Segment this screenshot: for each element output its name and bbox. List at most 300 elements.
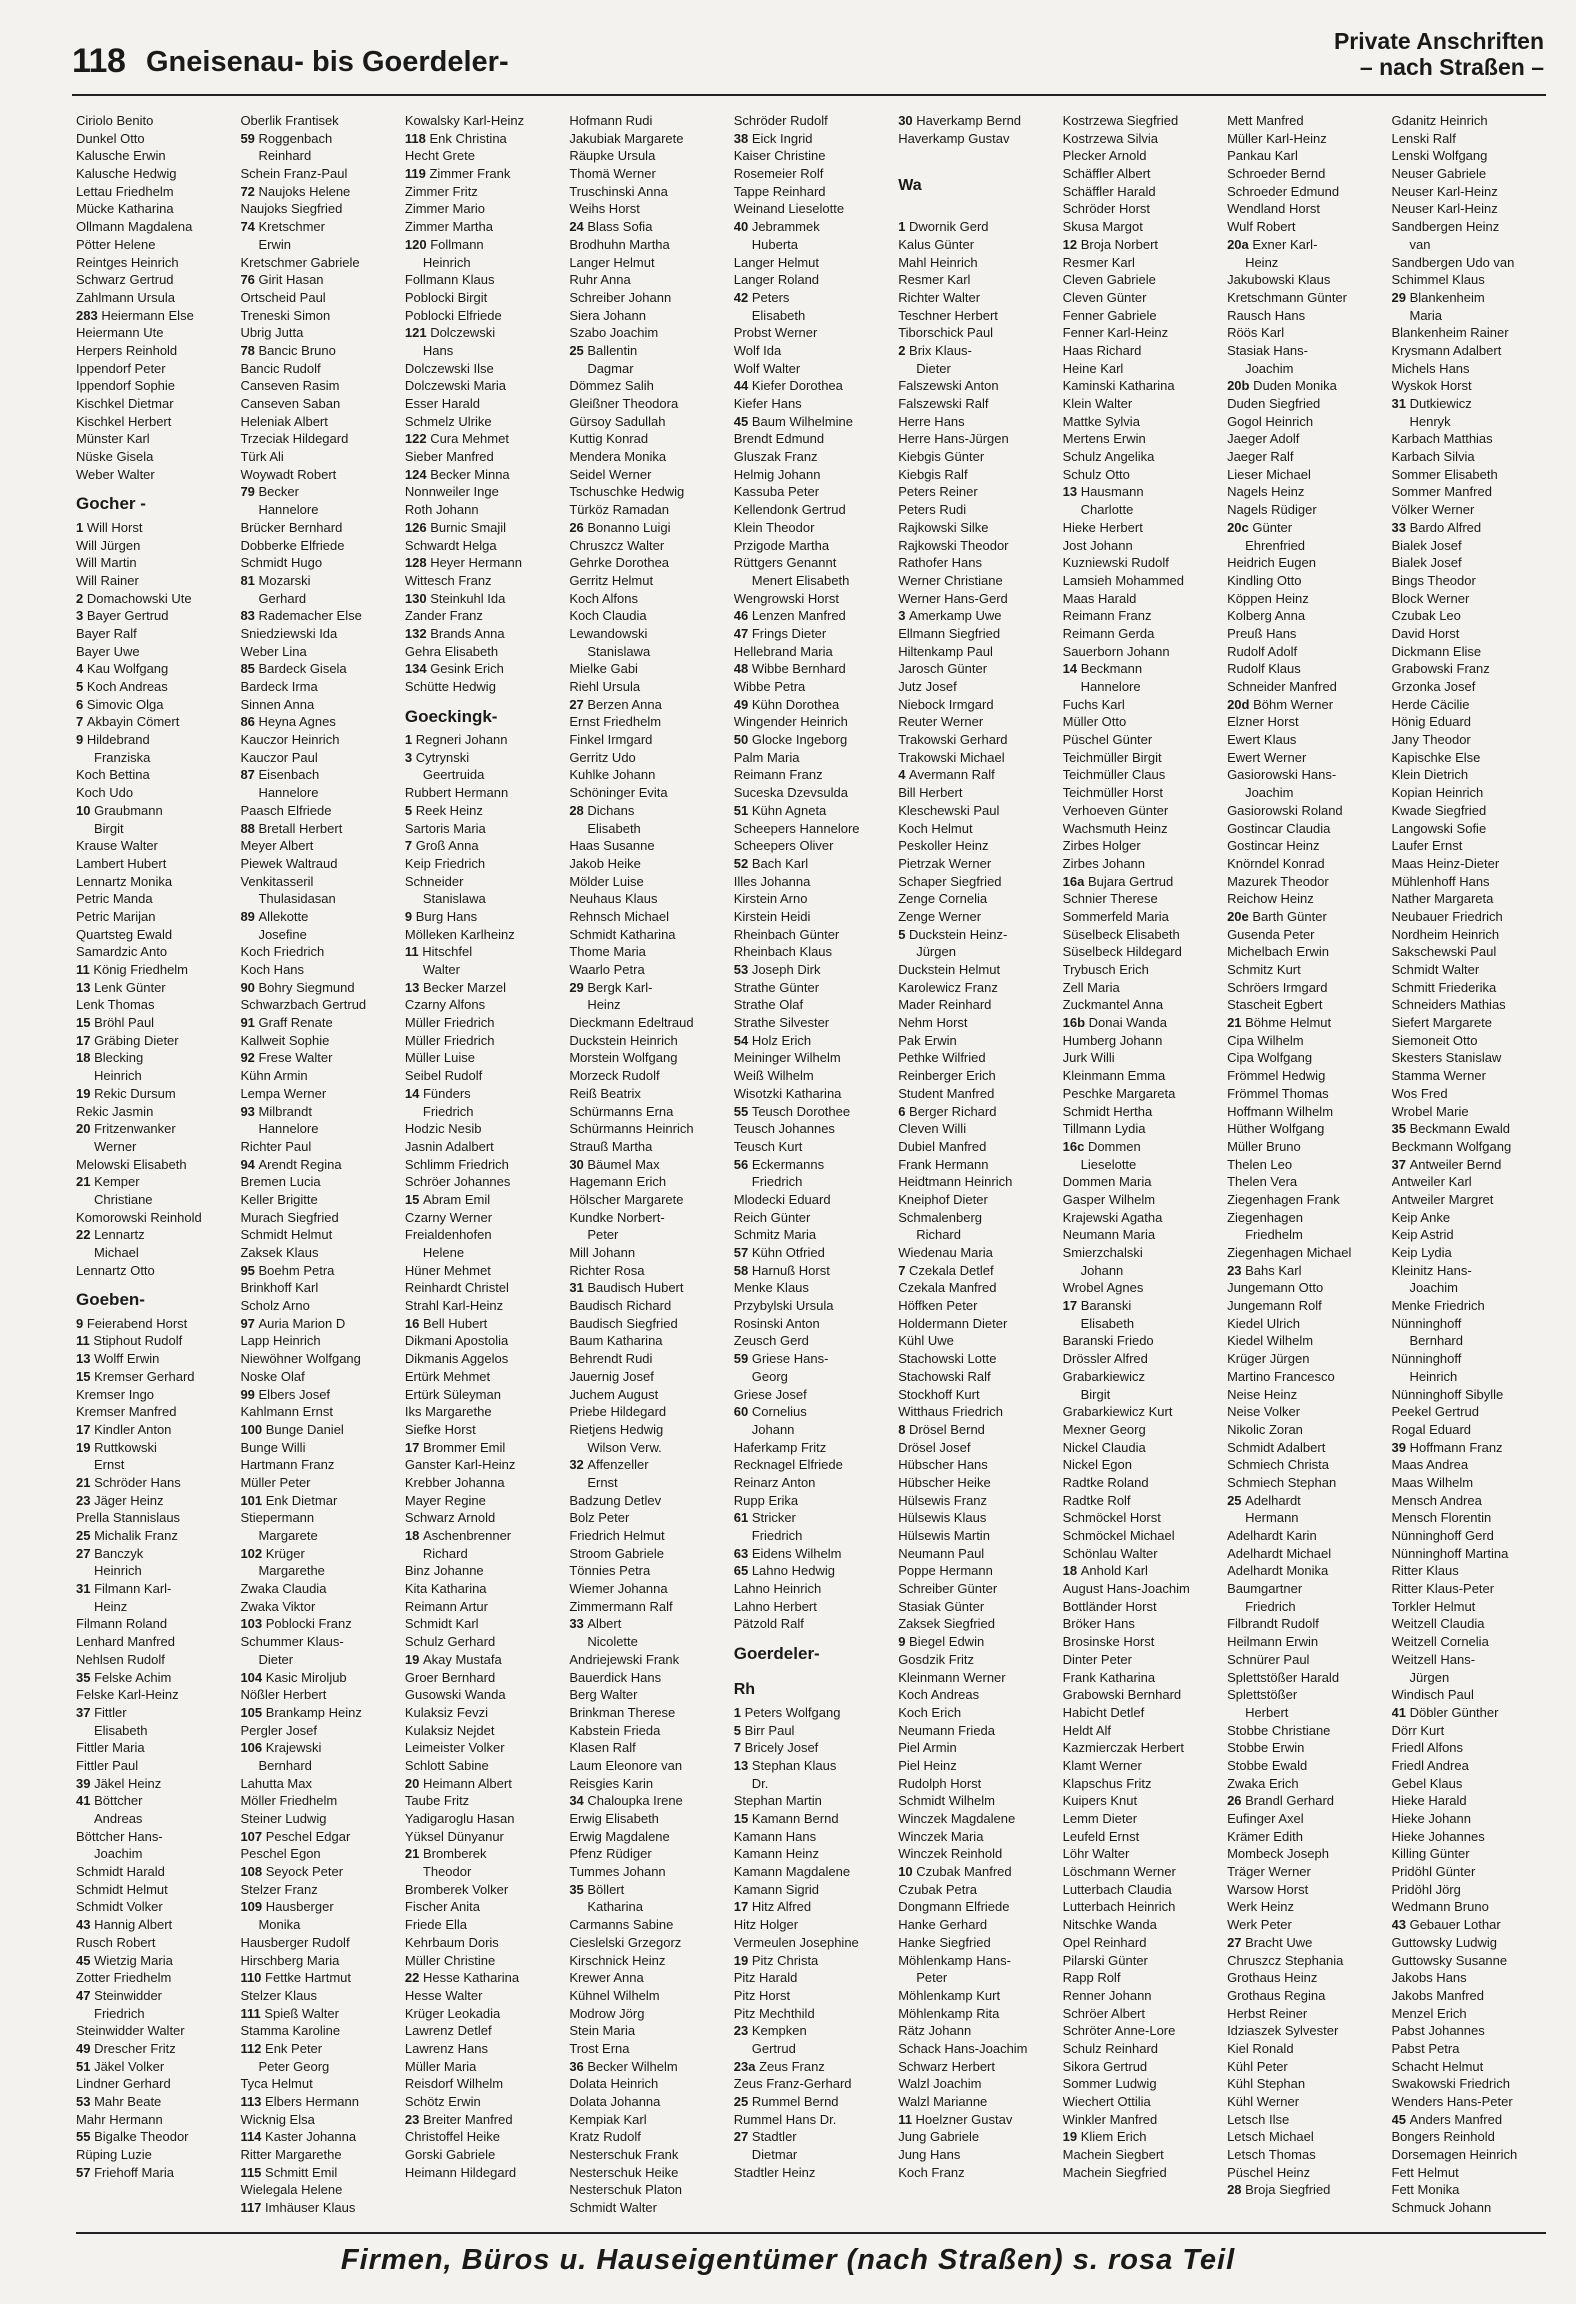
resident-entry: Nesterschuk Platon [569,2182,683,2198]
resident-entry: Pitz Harald [733,1970,798,1986]
house-number: 4 [76,661,87,677]
resident-entry: Kühn Armin [240,1068,308,1084]
resident-entry: Windisch Paul [1391,1687,1474,1703]
resident-entry: Piewek Waltraud [240,855,338,871]
resident-entry: Student Manfred [898,1085,995,1101]
resident-entry: Ziegenhagen Frank [1227,1191,1340,1207]
house-number: 45 [76,1952,95,1968]
house-number: 9 [76,1315,87,1331]
resident-entry: Sandbergen Heinz [1391,219,1500,235]
resident-entry: Kleschewski Paul [898,802,1000,818]
resident-entry: Poblocki Birgit [404,289,488,305]
entry-continuation: Elisabeth [751,307,806,323]
house-number: 60 [733,1404,752,1420]
resident-entry: Beckmann Wolfgang [1391,1138,1512,1154]
resident-entry: 63 Eidens Wilhelm [733,1545,842,1561]
house-number: 72 [240,183,259,199]
resident-entry: Martino Francesco [1227,1368,1335,1384]
resident-entry: Mielke Gabi [569,661,638,677]
resident-entry: Bremen Lucia [240,1174,321,1190]
resident-entry: Rietjens Hedwig [569,1421,664,1437]
resident-entry: Reinhardt Christel [404,1280,509,1296]
resident-entry: Suceska Dzevsulda [733,785,848,801]
resident-entry: Resmer Karl [898,272,971,288]
resident-entry: Rudolf Klaus [1227,661,1301,677]
resident-entry: Bunge Willi [240,1439,306,1455]
resident-entry: Dunkel Otto [76,130,145,146]
house-number: 111 [240,2005,265,2021]
resident-entry: Kalusche Hedwig [76,166,177,182]
resident-entry: Stamma Werner [1391,1068,1486,1084]
resident-entry: Renner Johann [1062,1987,1152,2003]
resident-entry: Zirbes Johann [1062,855,1146,871]
resident-entry: Piel Heinz [898,1757,957,1773]
resident-entry: Skusa Margot [1062,219,1143,235]
resident-entry: 122 Cura Mehmet [404,431,509,447]
entry-continuation: Birgit [1080,1386,1111,1402]
resident-entry: 76 Girit Hasan [240,272,324,288]
resident-entry: 13 Hausmann [1062,484,1144,500]
resident-entry: Jakubowski Klaus [1227,272,1331,288]
resident-entry: Karbach Silvia [1391,449,1475,465]
resident-entry: Türk Ali [240,449,284,465]
resident-entry: Keller Brigitte [240,1191,318,1207]
resident-entry: Juchem August [569,1386,659,1402]
resident-entry: 111 Spieß Walter [240,2005,339,2021]
resident-entry: Nather Margareta [1391,891,1494,907]
resident-entry: Friedrich Helmut [569,1528,665,1543]
resident-entry: Herpers Reinhold [76,342,178,358]
resident-entry: Gusowski Wanda [404,1687,506,1703]
resident-entry: Ritter Klaus-Peter [1391,1581,1495,1597]
resident-entry: Thelen Vera [1227,1174,1298,1190]
resident-entry: Baum Katharina [569,1333,663,1349]
resident-entry: Przybylski Ursula [733,1298,834,1314]
resident-entry: 21 Schröder Hans [76,1474,181,1490]
resident-entry: Möhlenkamp Rita [898,2005,1000,2021]
entry-continuation: Helene [422,1245,465,1261]
house-number: 21 [1227,1015,1246,1031]
resident-entry: Löschmann Werner [1062,1864,1176,1880]
resident-entry: 49 Kühn Dorothea [733,696,840,712]
resident-entry: Grabowski Franz [1391,661,1490,677]
entry-continuation: Heinrich [94,1563,142,1579]
resident-entry: Falszewski Anton [898,378,999,394]
resident-entry: Meininger Wilhelm [733,1050,841,1066]
house-number: 92 [240,1050,259,1066]
house-number: 97 [240,1315,259,1331]
resident-entry: 5 Duckstein Heinz- [898,926,1008,942]
resident-entry: Ollmann Magdalena [76,219,193,235]
resident-entry: Haas Richard [1062,342,1142,358]
resident-entry: Heldt Alf [1062,1722,1112,1738]
resident-entry: Cieslelski Grzegorz [569,1934,682,1950]
resident-entry: Kaminski Katharina [1062,378,1175,394]
resident-entry: Gerritz Udo [569,749,636,765]
resident-entry: Hieke Johann [1391,1811,1471,1826]
resident-entry: Sauerborn Johann [1062,643,1170,659]
resident-entry: Pietrzak Werner [898,855,992,871]
resident-entry: Duckstein Heinrich [569,1032,678,1048]
house-number: 21 [76,1174,95,1190]
resident-entry: Schmidt Harald [76,1864,165,1880]
house-number: 5 [76,679,87,695]
street-range-title: Gneisenau- bis Goerdeler- [146,46,509,78]
resident-entry: Ziegenhagen Michael [1227,1245,1352,1260]
resident-entry: Teichmüller Birgit [1062,749,1162,765]
entry-continuation: Friedrich [751,1174,803,1190]
resident-entry: Klamt Werner [1062,1757,1142,1773]
resident-entry: 53 Mahr Beate [76,2094,162,2110]
resident-entry: Elzner Horst [1227,714,1299,730]
resident-entry: Siefert Margarete [1391,1015,1492,1031]
resident-entry: 38 Eick Ingrid [733,130,813,146]
house-number: 39 [1391,1439,1410,1455]
resident-entry: Nordheim Heinrich [1391,926,1500,942]
resident-entry: Kassuba Peter [733,484,820,500]
resident-entry: Binz Johanne [404,1563,484,1579]
resident-entry: Kowalsky Karl-Heinz [404,113,525,128]
resident-entry: 81 Mozarski [240,572,311,588]
resident-entry: Lenhard Manfred [76,1634,176,1650]
resident-entry: 27 Berzen Anna [569,696,662,712]
resident-entry: Winkler Manfred [1062,2111,1158,2127]
resident-entry: Krajewski Agatha [1062,1209,1163,1225]
house-number: 59 [240,130,259,146]
house-number: 16b [1062,1015,1089,1031]
resident-entry: Schmidt Helmut [76,1881,168,1897]
house-number: 23 [733,2023,752,2039]
resident-entry: Erwig Elisabeth [569,1811,659,1826]
resident-entry: Langer Helmut [569,254,655,270]
street-heading: Gocher - [76,494,146,514]
resident-entry: Peskoller Heinz [898,838,989,854]
resident-entry: 104 Kasic Miroljub [240,1669,347,1685]
resident-entry: Wiedenau Maria [898,1245,993,1261]
directory-column [569,112,732,2222]
house-number: 56 [733,1156,752,1172]
resident-entry: Kirstein Heidi [733,908,811,924]
house-number: 11 [76,962,94,978]
resident-entry: Schmidt Walter [569,2200,657,2216]
resident-entry: Teschner Herbert [898,307,998,323]
resident-entry: Dömmez Salih [569,378,654,394]
resident-entry: Sniedziewski Ida [240,625,338,641]
resident-entry: 43 Hannig Albert [76,1917,173,1933]
resident-entry: Will Jürgen [76,537,141,553]
entry-continuation: Friedrich [751,1528,803,1543]
resident-entry: Schmitz Kurt [1227,962,1301,977]
resident-entry: Lutterbach Heinrich [1062,1899,1176,1915]
resident-entry: Samardzic Anto [76,944,168,960]
resident-entry: Rogal Eduard [1391,1421,1471,1437]
resident-entry: Kellendonk Gertrud [733,502,846,518]
house-number: 23 [404,2111,423,2127]
house-number: 45 [733,413,752,429]
resident-entry: 26 Bonanno Luigi [569,519,671,535]
resident-entry: Schmidt Karl [404,1616,479,1632]
resident-entry: Friedl Alfons [1391,1740,1464,1756]
house-number: 20b [1227,378,1254,394]
house-number: 128 [404,555,431,571]
resident-entry: Baudisch Siegfried [569,1315,678,1331]
street-section-heading: Rh [733,1680,756,1698]
resident-entry: Kleinmann Emma [1062,1068,1166,1084]
resident-entry: Nünninghoff [1391,1351,1462,1367]
resident-entry: 5 Birr Paul [733,1722,795,1738]
resident-entry: Maas Heinz-Dieter [1391,855,1500,871]
resident-entry: Teichmüller Claus [1062,767,1166,783]
house-number: 23 [1227,1262,1246,1278]
resident-entry: Nickel Claudia [1062,1439,1146,1455]
resident-entry: Ippendorf Sophie [76,378,176,394]
resident-entry: 11 König Friedhelm [76,962,189,978]
resident-entry: Swakowski Friedrich [1391,2076,1510,2092]
house-number: 94 [240,1156,259,1172]
resident-entry: Hirschberg Maria [240,1952,340,1968]
resident-entry: Müller Peter [240,1474,311,1490]
resident-entry: Rüping Luzie [76,2147,152,2163]
resident-entry: Hesse Walter [404,1987,483,2003]
resident-entry: Zeusch Gerd [733,1333,809,1349]
resident-entry: Hagemann Erich [569,1174,667,1190]
resident-entry: 54 Holz Erich [733,1032,812,1048]
resident-entry: Truschinski Anna [569,183,668,199]
resident-entry: Pridöhl Jörg [1391,1881,1461,1897]
resident-entry: Schack Hans-Joachim [898,2040,1028,2056]
resident-entry: 119 Zimmer Frank [404,166,511,182]
resident-entry: Steinwidder Walter [76,2023,185,2039]
resident-entry: Sikora Gertrud [1062,2058,1148,2074]
resident-entry: Peters Reiner [898,484,978,500]
resident-entry: Schröter Anne-Lore [1062,2023,1176,2039]
entry-continuation: Richard [916,1227,961,1243]
resident-entry: Koch Hans [240,962,305,977]
resident-entry: Chruszcz Stephania [1227,1952,1344,1968]
resident-entry: Kapischke Else [1391,749,1481,765]
resident-entry: Tyca Helmut [240,2076,313,2092]
resident-entry: Kalusche Erwin [76,148,166,164]
entry-continuation: Gerhard [258,590,307,606]
resident-entry: 15 Kremser Gerhard [76,1368,195,1384]
resident-entry: Bayer Ralf [76,625,137,641]
entry-continuation: Hans [422,342,454,358]
entry-continuation: Ernst [587,1474,618,1490]
house-number: 83 [240,608,259,624]
resident-entry: 20d Böhm Werner [1227,696,1334,712]
resident-entry: Trybusch Erich [1062,962,1149,977]
resident-entry: Paasch Elfriede [240,802,332,818]
resident-entry: Gosdzik Fritz [898,1651,975,1667]
resident-entry: Gostincar Heinz [1227,838,1320,854]
resident-entry: Werner Christiane [898,572,1003,588]
resident-entry: Rüttgers Genannt [733,555,837,571]
resident-entry: Hausberger Rudolf [240,1934,350,1950]
house-number: 16c [1062,1138,1088,1154]
house-number: 104 [240,1669,266,1685]
house-number: 20e [1227,908,1253,924]
resident-entry: Wedmann Bruno [1391,1899,1489,1915]
entry-continuation: Monika [258,1917,301,1933]
house-number: 81 [240,572,259,588]
resident-entry: Schröer Johannes [404,1174,511,1190]
directory-column [76,112,239,2222]
resident-entry: Neuser Gabriele [1391,166,1487,182]
resident-entry: Zaksek Siegfried [898,1616,996,1632]
resident-entry: Zwaka Viktor [240,1598,316,1614]
resident-entry: Herbst Reiner [1227,2005,1308,2021]
resident-entry: Pabst Petra [1391,2040,1460,2056]
resident-entry: Böttcher Hans- [76,1828,163,1844]
resident-entry: 20c Günter [1227,519,1293,535]
resident-entry: 112 Enk Peter [240,2040,323,2056]
resident-entry: 17 Brommer Emil [404,1439,506,1455]
resident-entry: 10 Graubmann [76,802,163,818]
resident-entry: 29 Bergk Karl- [569,979,653,995]
resident-entry: Kiedel Ulrich [1227,1315,1301,1331]
house-number: 2 [898,342,910,358]
entry-continuation: Josefine [258,926,307,942]
house-number: 9 [76,732,87,748]
resident-entry: Szabo Joachim [569,325,659,341]
resident-entry: Kulaksiz Nejdet [404,1722,495,1738]
resident-entry: 24 Blass Sofia [569,219,653,235]
resident-entry: Schmidt Walter [1391,962,1480,977]
resident-entry: Humberg Johann [1062,1032,1163,1048]
house-number: 31 [569,1280,588,1296]
house-number: 101 [240,1492,266,1508]
house-number: 283 [76,307,102,323]
entry-continuation: Bernhard [258,1757,312,1773]
resident-entry: Opel Reinhard [1062,1934,1147,1950]
house-number: 16a [1062,873,1088,889]
entry-continuation: Dietmar [751,2147,798,2163]
resident-entry: Maas Wilhelm [1391,1474,1474,1490]
house-number: 7 [76,714,87,730]
house-number: 86 [240,714,259,730]
resident-entry: Baudisch Richard [569,1298,672,1314]
directory-column [734,112,897,2222]
house-number: 17 [1062,1298,1081,1314]
house-number: 95 [240,1262,259,1278]
resident-entry: Kopian Heinrich [1391,785,1484,801]
resident-entry: Antweiler Karl [1391,1174,1472,1190]
resident-entry: Mahl Heinrich [898,254,978,270]
resident-entry: Zwaka Claudia [240,1581,327,1597]
resident-entry: 19 Kliem Erich [1062,2129,1147,2145]
resident-entry: Guttowsky Susanne [1391,1952,1508,1968]
resident-entry: Bromberek Volker [404,1881,509,1897]
resident-entry: Jakob Heike [569,855,641,871]
resident-entry: Schreiber Johann [569,289,672,305]
resident-entry: Hecht Grete [404,148,475,164]
resident-entry: 3 Cytrynski [404,749,470,765]
house-number: 31 [1391,396,1410,411]
resident-entry: Trzeciak Hildegard [240,431,349,447]
resident-entry: Rubbert Hermann [404,785,509,801]
street-heading: Goeben- [76,1290,145,1310]
house-number: 19 [76,1085,95,1101]
resident-entry: Völker Werner [1391,502,1475,518]
resident-entry: 45 Baum Wilhelmine [733,413,853,429]
resident-entry: 17 Hitz Alfred [733,1899,812,1915]
house-number: 30 [898,113,917,128]
entry-continuation: Margarethe [258,1563,325,1579]
house-number: 14 [1062,661,1081,677]
house-number: 49 [76,2040,95,2056]
resident-entry: August Hans-Joachim [1062,1581,1190,1597]
entry-continuation: Erwin [258,236,291,252]
resident-entry: Ciriolo Benito [76,113,154,128]
resident-entry: 45 Wietzig Maria [76,1952,173,1968]
resident-entry: Wyskok Horst [1391,378,1472,394]
resident-entry: Hanke Gerhard [898,1917,988,1933]
resident-entry: 46 Lenzen Manfred [733,608,846,624]
resident-entry: 18 Blecking [76,1050,144,1066]
resident-entry: Süselbeck Hildegard [1062,944,1182,960]
resident-entry: Gluszak Franz [733,449,818,465]
resident-entry: Bottländer Horst [1062,1598,1157,1614]
resident-entry: Schwarz Herbert [898,2058,995,2074]
resident-entry: Schönlau Walter [1062,1545,1158,1561]
resident-entry: Koch Andreas [898,1687,980,1703]
resident-entry: Koch Claudia [569,608,647,624]
resident-entry: Mexner Georg [1062,1421,1146,1437]
resident-entry: Tiborschick Paul [898,325,994,341]
resident-entry: Canseven Rasim [240,378,340,394]
resident-entry: Pötter Helene [76,236,156,252]
resident-entry: Felske Karl-Heinz [76,1687,179,1703]
resident-entry: Dikmanis Aggelos [404,1351,509,1367]
entry-continuation: Andreas [94,1811,143,1827]
resident-entry: Hofmann Rudi [569,113,653,128]
entry-continuation: Dr. [751,1775,769,1791]
resident-entry: Weitzell Cornelia [1391,1634,1489,1650]
resident-entry: Przigode Martha [733,537,830,553]
resident-entry: 94 Arendt Regina [240,1156,342,1172]
resident-entry: Schmidt Wilhelm [898,1793,995,1809]
resident-entry: 23 Jäger Heinz [76,1492,164,1508]
resident-entry: Leufeld Ernst [1062,1828,1140,1844]
resident-entry: Hüner Mehmet [404,1262,491,1278]
entry-continuation: Georg [751,1368,788,1384]
resident-entry: 91 Graff Renate [240,1015,333,1031]
resident-entry: Heleniak Albert [240,413,328,429]
resident-entry: Jurk Willi [1062,1050,1115,1066]
resident-entry: Thomä Werner [569,166,656,182]
resident-entry: Ernst Friedhelm [569,714,662,730]
resident-entry: Wingender Heinrich [733,714,848,730]
resident-entry: Lemm Dieter [1062,1811,1138,1826]
resident-entry: Strahl Karl-Heinz [404,1298,504,1314]
resident-entry: Follmann Klaus [404,272,495,288]
resident-entry: Poppe Hermann [898,1563,993,1579]
resident-entry: Kehrbaum Doris [404,1934,499,1950]
resident-entry: Jung Gabriele [898,2129,980,2145]
resident-entry: 110 Fettke Hartmut [240,1970,351,1986]
resident-entry: Reintges Heinrich [76,254,179,270]
resident-entry: 42 Peters [733,289,790,305]
house-number: 2 [76,590,87,606]
resident-entry: Friede Ella [404,1917,468,1933]
entry-continuation: Ernst [94,1457,125,1473]
resident-entry: Torkler Helmut [1391,1598,1476,1614]
resident-entry: Röös Karl [1227,325,1285,341]
resident-entry: Kiel Ronald [1227,2040,1294,2056]
resident-entry: Ortscheid Paul [240,289,326,305]
resident-entry: Frömmel Hedwig [1227,1068,1326,1084]
resident-entry: 28 Broja Siegfried [1227,2182,1331,2198]
